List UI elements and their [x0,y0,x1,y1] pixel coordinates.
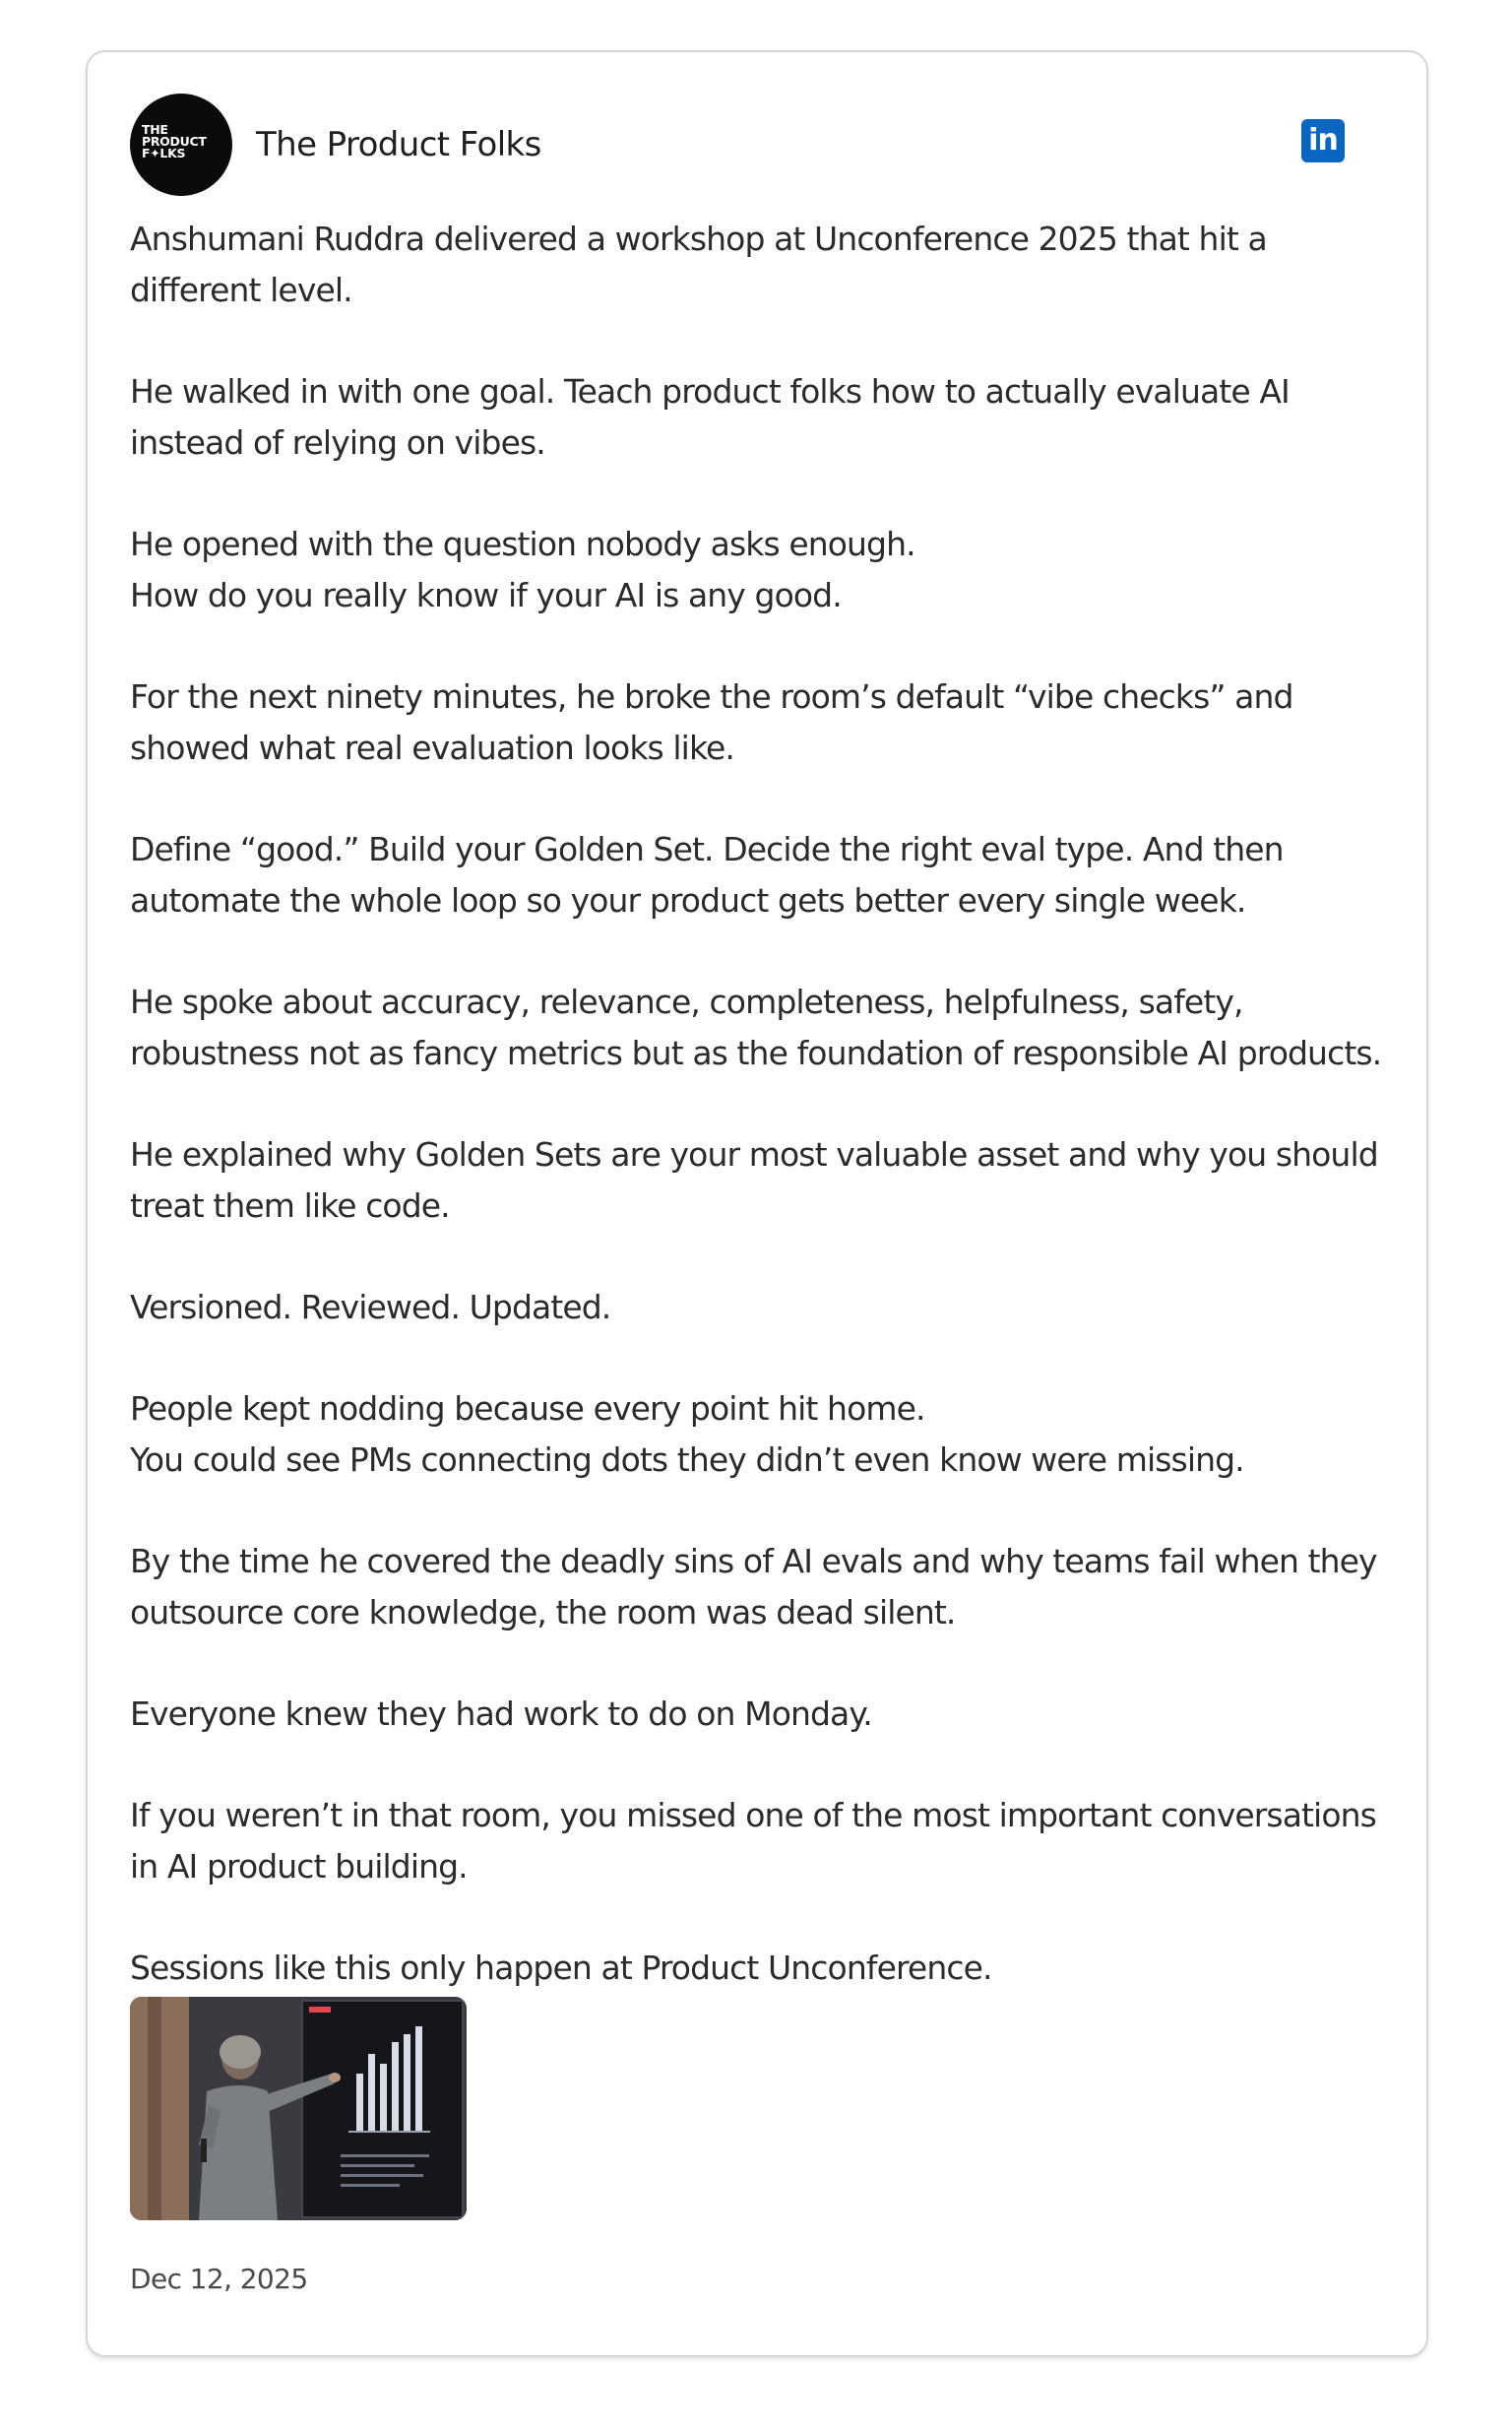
workshop-photo-image [130,1997,467,2220]
post-text [130,214,1400,1994]
post-card [86,50,1428,2357]
avatar-line: PRODUCT [142,134,207,149]
post-paragraph: Define “good.” Build your Golden Set. Decide the right eval type. And then automate the whole loop so your product gets better every single week. [130,830,1284,920]
avatar-logo-text [142,124,224,160]
post-paragraph: He walked in with one goal. Teach product folks how to actually evaluate AI instead of relying on vibes. [130,372,1290,462]
post-paragraph: He opened with the question nobody asks enough. How do you really know if your AI is any good. [130,525,915,614]
avatar-line: THE [142,122,168,137]
post-paragraph: Sessions like this only happen at Product Unconference. [130,1949,992,1987]
post-paragraph: Everyone knew they had work to do on Monday. [130,1695,872,1733]
avatar-line: F✦LKS [142,146,186,160]
post-paragraph: People kept nodding because every point hit home. You could see PMs connecting dots they didn’t even know were missing. [130,1389,1244,1479]
post-paragraph: For the next ninety minutes, he broke the room’s default “vibe checks” and showed what real evaluation looks like. [130,677,1293,767]
post-paragraph: Anshumani Ruddra delivered a workshop at Unconference 2025 that hit a different level. [130,220,1267,309]
post-header [130,94,1390,198]
avatar[interactable] [130,94,232,196]
author-name[interactable]: The Product Folks [256,125,541,164]
post-date: Dec 12, 2025 [130,2263,308,2295]
linkedin-icon[interactable]: in [1301,119,1345,162]
post-paragraph: If you weren’t in that room, you missed one of the most important conversations in AI product building. [130,1796,1376,1886]
post-paragraph: He explained why Golden Sets are your most valuable asset and why you should treat them like code. [130,1135,1378,1225]
post-paragraph: He spoke about accuracy, relevance, completeness, helpfulness, safety, robustness not as fancy metrics but as the foundation of responsible AI products. [130,983,1382,1072]
post-photo[interactable] [130,1997,467,2220]
post-paragraph: Versioned. Reviewed. Updated. [130,1288,611,1326]
post-paragraph: By the time he covered the deadly sins of AI evals and why teams fail when they outsource core knowledge, the room was dead silent. [130,1542,1377,1631]
